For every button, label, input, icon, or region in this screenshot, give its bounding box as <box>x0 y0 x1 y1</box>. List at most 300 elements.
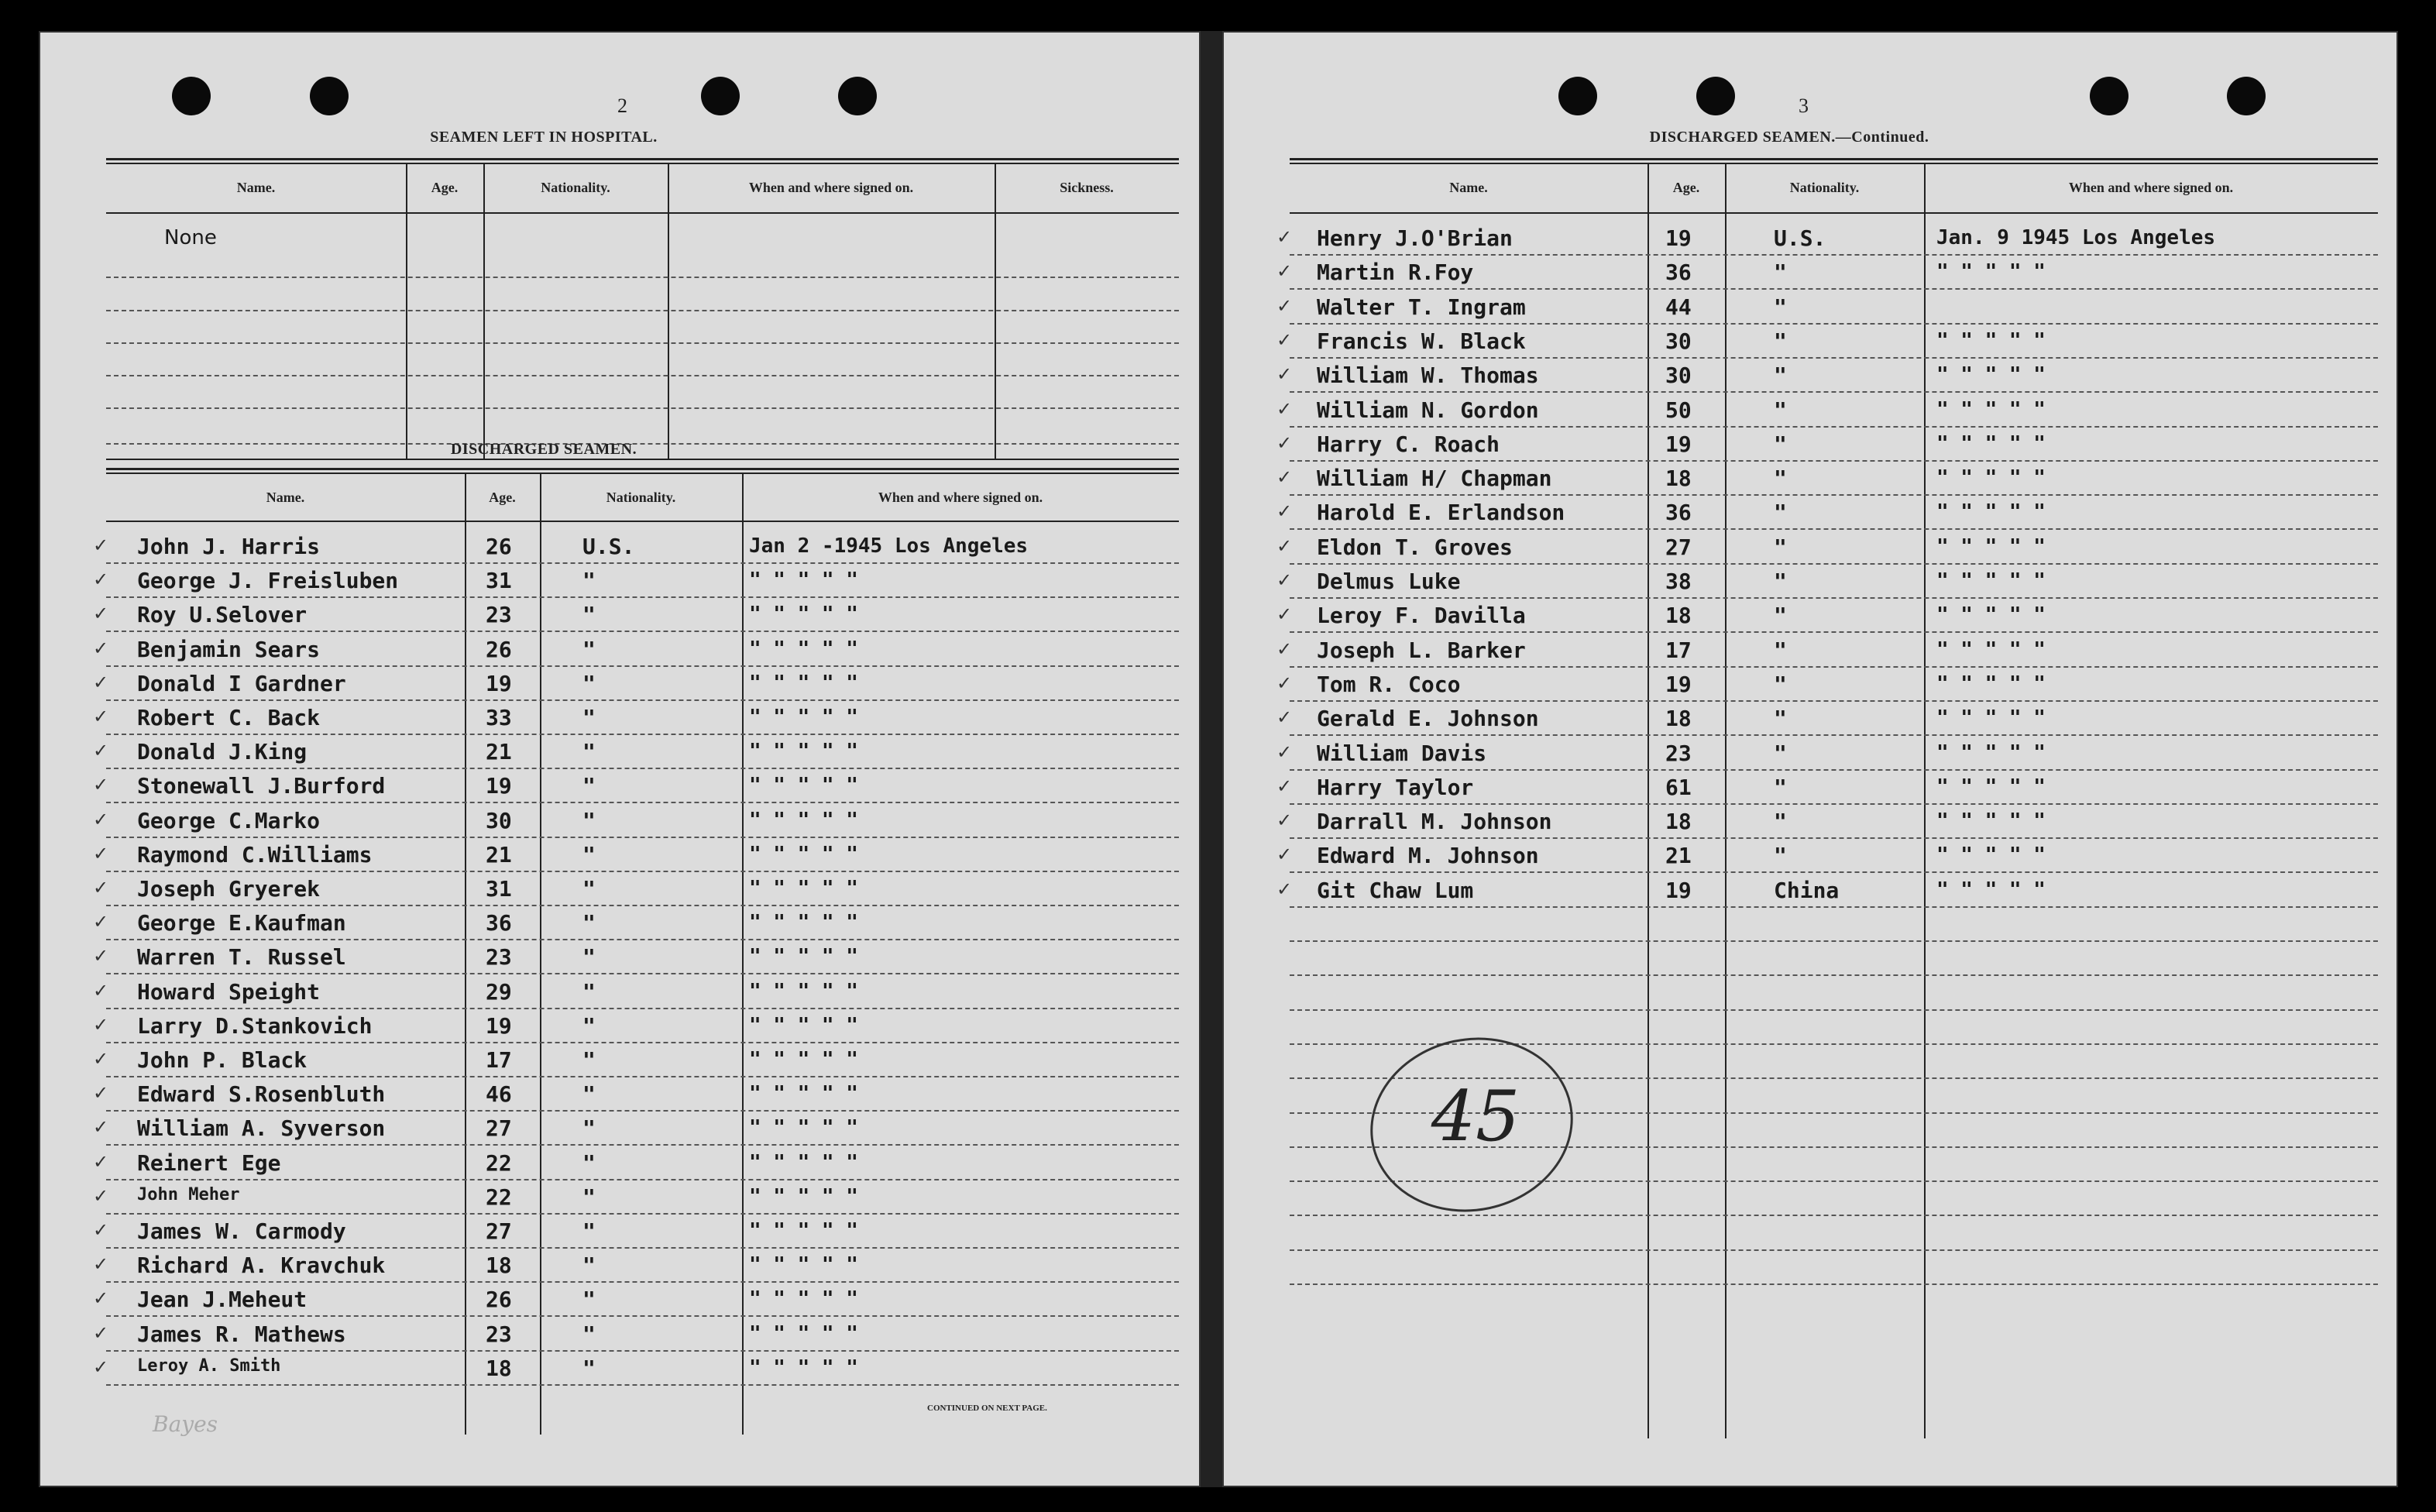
check-mark-icon: ✓ <box>1276 328 1293 351</box>
seaman-nationality: " <box>582 568 596 594</box>
seaman-age: 18 <box>1665 706 1692 732</box>
check-mark-icon: ✓ <box>1276 294 1293 317</box>
dotted-rule <box>1290 1249 2378 1251</box>
rule <box>106 468 1179 470</box>
seaman-nationality: " <box>1774 431 1787 457</box>
dotted-rule <box>1290 528 2378 530</box>
check-mark-icon: ✓ <box>93 1150 109 1173</box>
check-mark-icon: ✓ <box>1276 775 1293 797</box>
punch-hole <box>1696 77 1735 115</box>
seaman-nationality: " <box>582 1321 596 1347</box>
column-divider <box>1725 164 1727 1438</box>
signed-on: " " " " " <box>1936 260 2046 284</box>
seaman-nationality: " <box>1774 603 1787 629</box>
signed-on: " " " " " <box>749 1321 858 1345</box>
seaman-name: Howard Speight <box>137 978 321 1005</box>
check-mark-icon: ✓ <box>1276 706 1293 729</box>
column-divider <box>742 474 744 1435</box>
dotted-rule <box>106 1179 1179 1180</box>
seaman-age: 23 <box>486 944 512 971</box>
check-mark-icon: ✓ <box>93 1253 109 1276</box>
signed-on: " " " " " <box>749 911 858 935</box>
check-mark-icon: ✓ <box>93 808 109 830</box>
seaman-nationality: " <box>582 636 596 662</box>
dotted-rule <box>1290 288 2378 290</box>
col-header-nationality: Nationality. <box>1789 180 1860 195</box>
dotted-rule <box>1290 974 2378 976</box>
dotted-rule <box>106 277 1179 278</box>
hospital-entry: None <box>164 226 217 249</box>
check-mark-icon: ✓ <box>1276 603 1293 626</box>
signed-on: " " " " " <box>1936 706 2046 730</box>
seaman-name: John P. Black <box>137 1047 308 1073</box>
seaman-nationality: " <box>1774 363 1787 389</box>
column-divider <box>540 474 541 1435</box>
seaman-age: 17 <box>486 1047 512 1073</box>
seaman-age: 26 <box>486 636 512 662</box>
seaman-name: Stonewall J.Burford <box>137 773 386 799</box>
signed-on: " " " " " <box>1936 844 2046 868</box>
dotted-rule <box>1290 494 2378 496</box>
seaman-age: 30 <box>486 807 512 833</box>
check-mark-icon: ✓ <box>93 706 109 727</box>
seaman-name: Gerald E. Johnson <box>1317 706 1539 732</box>
seaman-name: Martin R.Foy <box>1317 259 1474 286</box>
dotted-rule <box>106 973 1179 974</box>
signed-on: " " " " " <box>1936 466 2046 490</box>
check-mark-icon: ✓ <box>93 740 109 762</box>
seaman-nationality: " <box>582 773 596 799</box>
seaman-nationality: " <box>1774 466 1787 492</box>
dotted-rule <box>1290 734 2378 736</box>
seaman-nationality: " <box>582 602 596 628</box>
seaman-nationality: " <box>1774 740 1787 766</box>
check-mark-icon: ✓ <box>93 1287 109 1310</box>
seaman-age: 21 <box>1665 843 1692 869</box>
seaman-nationality: " <box>582 705 596 730</box>
seaman-name: Git Chaw Lum <box>1317 877 1474 903</box>
check-mark-icon: ✓ <box>93 979 109 1002</box>
seaman-nationality: " <box>582 1047 596 1073</box>
signed-on: " " " " " <box>749 740 858 764</box>
signed-on: " " " " " <box>1936 775 2046 799</box>
column-divider <box>668 164 669 459</box>
dotted-rule <box>1290 460 2378 462</box>
rule <box>106 158 1179 160</box>
signed-on: " " " " " <box>749 1116 858 1140</box>
seaman-nationality: " <box>582 876 596 902</box>
seaman-age: 19 <box>486 670 512 696</box>
signed-on: " " " " " <box>749 1287 858 1311</box>
dotted-rule <box>106 375 1179 376</box>
seaman-age: 27 <box>486 1218 512 1244</box>
seaman-name: Harry C. Roach <box>1317 431 1500 457</box>
seaman-age: 33 <box>486 705 512 730</box>
dotted-rule <box>106 342 1179 344</box>
rule <box>1290 158 2378 160</box>
rule <box>1290 163 2378 164</box>
signed-on: " " " " " <box>749 808 858 832</box>
punch-hole <box>838 77 877 115</box>
seaman-name: William A. Syverson <box>137 1115 386 1142</box>
signed-on: " " " " " <box>749 1356 858 1380</box>
dotted-rule <box>1290 426 2378 428</box>
seaman-nationality: " <box>582 1115 596 1142</box>
check-mark-icon: ✓ <box>1276 844 1293 866</box>
seaman-age: 18 <box>486 1253 512 1279</box>
seaman-name: Leroy F. Davilla <box>1317 603 1526 629</box>
dotted-rule <box>106 665 1179 667</box>
dotted-rule <box>106 1042 1179 1043</box>
signed-on: " " " " " <box>749 1048 858 1071</box>
left-page <box>39 31 1201 1487</box>
punch-hole <box>2227 77 2266 115</box>
dotted-rule <box>106 871 1179 872</box>
dotted-rule <box>1290 254 2378 256</box>
dotted-rule <box>106 939 1179 940</box>
seaman-age: 26 <box>486 1287 512 1313</box>
dotted-rule <box>1290 323 2378 325</box>
seaman-age: 19 <box>1665 431 1692 457</box>
signed-on: " " " " " <box>1936 397 2046 421</box>
signed-on: " " " " " <box>1936 672 2046 696</box>
seaman-nationality: " <box>582 739 596 765</box>
seaman-nationality: " <box>1774 328 1787 354</box>
seaman-name: Delmus Luke <box>1317 569 1461 594</box>
dotted-rule <box>106 1281 1179 1283</box>
seaman-age: 27 <box>1665 534 1692 560</box>
signed-on: " " " " " <box>1936 431 2046 455</box>
col-header-age: Age. <box>1672 180 1700 195</box>
seaman-age: 19 <box>486 1012 512 1039</box>
check-mark-icon: ✓ <box>1276 363 1293 386</box>
seaman-name: Larry D.Stankovich <box>137 1012 373 1039</box>
seaman-name: Edward S.Rosenbluth <box>137 1081 386 1108</box>
check-mark-icon: ✓ <box>93 1013 109 1036</box>
col-header-name: Name. <box>1449 180 1488 195</box>
rule <box>1290 212 2378 214</box>
seaman-age: 18 <box>486 1355 512 1381</box>
column-divider <box>483 164 485 459</box>
seaman-nationality: " <box>582 1355 596 1381</box>
dotted-rule <box>106 1315 1179 1317</box>
col-header-name: Name. <box>266 490 305 505</box>
seaman-nationality: " <box>582 670 596 696</box>
seaman-nationality: " <box>1774 534 1787 560</box>
check-mark-icon: ✓ <box>93 877 109 899</box>
continued-note: CONTINUED ON NEXT PAGE. <box>927 1404 1047 1413</box>
check-mark-icon: ✓ <box>1276 466 1293 489</box>
signed-on: " " " " " <box>1936 363 2046 387</box>
seaman-age: 19 <box>1665 671 1692 697</box>
seaman-name: Donald I Gardner <box>137 670 346 696</box>
seaman-age: 26 <box>486 534 512 559</box>
seaman-nationality: " <box>1774 500 1787 526</box>
pencil-note: Bayes <box>153 1411 218 1437</box>
seaman-nationality: " <box>1774 774 1787 800</box>
check-mark-icon: ✓ <box>93 637 109 659</box>
dotted-rule <box>106 1008 1179 1009</box>
seaman-name: John J. Harris <box>137 534 321 559</box>
check-mark-icon: ✓ <box>93 1356 109 1378</box>
seaman-age: 61 <box>1665 774 1692 800</box>
seaman-age: 36 <box>1665 259 1692 286</box>
seaman-nationality: " <box>582 1149 596 1176</box>
check-mark-icon: ✓ <box>93 603 109 625</box>
check-mark-icon: ✓ <box>1276 637 1293 660</box>
seaman-name: Robert C. Back <box>137 705 321 730</box>
check-mark-icon: ✓ <box>93 1321 109 1344</box>
check-mark-icon: ✓ <box>1276 534 1293 557</box>
dotted-rule <box>1290 666 2378 668</box>
check-mark-icon: ✓ <box>1276 741 1293 763</box>
check-mark-icon: ✓ <box>1276 226 1293 248</box>
signed-on: " " " " " <box>749 1184 858 1208</box>
signed-on: " " " " " <box>749 877 858 900</box>
dotted-rule <box>106 837 1179 838</box>
seaman-nationality: " <box>582 807 596 833</box>
signed-on: Jan. 9 1945 Los Angeles <box>1936 226 2216 249</box>
dotted-rule <box>1290 837 2378 839</box>
seaman-name: James R. Mathews <box>137 1321 346 1347</box>
dotted-rule <box>1290 1283 2378 1285</box>
dotted-rule <box>106 407 1179 409</box>
seaman-nationality: " <box>1774 671 1787 697</box>
signed-on: " " " " " <box>749 1219 858 1242</box>
dotted-rule <box>1290 803 2378 805</box>
dotted-rule <box>106 734 1179 735</box>
seaman-name: Jean J.Meheut <box>137 1287 308 1313</box>
seaman-age: 27 <box>486 1115 512 1142</box>
seaman-name: Francis W. Black <box>1317 328 1526 354</box>
seaman-nationality: " <box>1774 569 1787 594</box>
dotted-rule <box>106 1144 1179 1146</box>
seaman-nationality: " <box>1774 843 1787 869</box>
seaman-name: Leroy A. Smith <box>137 1356 281 1376</box>
col-header-nationality: Nationality. <box>541 180 610 195</box>
hospital-title: SEAMEN LEFT IN HOSPITAL. <box>430 129 658 146</box>
signed-on: " " " " " <box>749 945 858 969</box>
check-mark-icon: ✓ <box>93 1219 109 1241</box>
seaman-age: 36 <box>486 910 512 936</box>
seaman-nationality: " <box>1774 706 1787 732</box>
check-mark-icon: ✓ <box>1276 397 1293 420</box>
check-mark-icon: ✓ <box>1276 809 1293 832</box>
col-header-age: Age. <box>431 180 459 195</box>
seaman-name: Edward M. Johnson <box>1317 843 1539 869</box>
seaman-name: William W. Thomas <box>1317 363 1539 389</box>
seaman-age: 46 <box>486 1081 512 1108</box>
seaman-nationality: " <box>1774 259 1787 286</box>
signed-on: " " " " " <box>749 979 858 1003</box>
column-divider <box>406 164 407 459</box>
column-divider <box>995 164 996 459</box>
seaman-age: 17 <box>1665 637 1692 663</box>
check-mark-icon: ✓ <box>1276 431 1293 454</box>
check-mark-icon: ✓ <box>93 774 109 796</box>
punch-hole <box>1558 77 1597 115</box>
check-mark-icon: ✓ <box>93 534 109 556</box>
signed-on: " " " " " <box>1936 500 2046 524</box>
rule <box>106 521 1179 522</box>
seaman-name: Harry Taylor <box>1317 774 1474 800</box>
seaman-name: Donald J.King <box>137 739 308 765</box>
seaman-age: 18 <box>1665 603 1692 629</box>
circled-number: 45 <box>1431 1076 1520 1157</box>
column-divider <box>1647 164 1649 1438</box>
seaman-nationality: " <box>582 1012 596 1039</box>
seaman-name: Joseph L. Barker <box>1317 637 1526 663</box>
seaman-name: George J. Freisluben <box>137 568 399 594</box>
check-mark-icon: ✓ <box>93 671 109 693</box>
seaman-age: 38 <box>1665 569 1692 594</box>
seaman-nationality: " <box>1774 809 1787 835</box>
column-divider <box>1924 164 1926 1438</box>
seaman-nationality: " <box>582 978 596 1005</box>
check-mark-icon: ✓ <box>1276 500 1293 523</box>
check-mark-icon: ✓ <box>1276 569 1293 591</box>
seaman-name: Roy U.Selover <box>137 602 308 628</box>
signed-on: " " " " " <box>749 1150 858 1174</box>
seaman-name: George C.Marko <box>137 807 321 833</box>
discharged-cont-title: DISCHARGED SEAMEN.—Continued. <box>1649 129 1929 146</box>
punch-hole <box>172 77 211 115</box>
check-mark-icon: ✓ <box>93 945 109 967</box>
dotted-rule <box>106 562 1179 564</box>
dotted-rule <box>106 310 1179 311</box>
seaman-age: 19 <box>1665 225 1692 251</box>
seaman-name: William Davis <box>1317 740 1487 766</box>
check-mark-icon: ✓ <box>93 842 109 864</box>
seaman-name: James W. Carmody <box>137 1218 346 1244</box>
dotted-rule <box>1290 597 2378 599</box>
signed-on: " " " " " <box>1936 741 2046 765</box>
column-divider <box>465 474 466 1435</box>
signed-on: " " " " " <box>749 842 858 866</box>
check-mark-icon: ✓ <box>93 569 109 591</box>
circled-number-mark <box>1359 1024 1592 1225</box>
seaman-name: Henry J.O'Brian <box>1317 225 1513 251</box>
check-mark-icon: ✓ <box>93 1082 109 1105</box>
signed-on: " " " " " <box>1936 878 2046 902</box>
punch-hole <box>2090 77 2128 115</box>
dotted-rule <box>1290 391 2378 393</box>
col-header-signed-on: When and where signed on. <box>878 490 1043 505</box>
seaman-name: Richard A. Kravchuk <box>137 1253 386 1279</box>
seaman-age: 21 <box>486 841 512 868</box>
seaman-nationality: U.S. <box>1774 225 1826 251</box>
signed-on: " " " " " <box>749 671 858 695</box>
seaman-name: William H/ Chapman <box>1317 466 1552 492</box>
dotted-rule <box>1290 871 2378 873</box>
dotted-rule <box>1290 357 2378 359</box>
seaman-age: 44 <box>1665 294 1692 320</box>
col-header-nationality: Nationality. <box>606 490 676 505</box>
dotted-rule <box>106 1247 1179 1249</box>
seaman-name: Darrall M. Johnson <box>1317 809 1552 835</box>
seaman-age: 29 <box>486 978 512 1005</box>
dotted-rule <box>106 768 1179 769</box>
seaman-nationality: " <box>582 841 596 868</box>
seaman-nationality: " <box>582 944 596 971</box>
check-mark-icon: ✓ <box>93 1116 109 1139</box>
seaman-name: Joseph Gryerek <box>137 876 321 902</box>
seaman-name: Benjamin Sears <box>137 636 321 662</box>
seaman-nationality: " <box>582 1253 596 1279</box>
seaman-nationality: " <box>1774 637 1787 663</box>
signed-on: " " " " " <box>749 1082 858 1106</box>
signed-on: " " " " " <box>1936 534 2046 558</box>
seaman-nationality: " <box>582 1081 596 1108</box>
seaman-age: 50 <box>1665 397 1692 423</box>
dotted-rule <box>1290 940 2378 942</box>
seaman-name: Warren T. Russel <box>137 944 346 971</box>
seaman-age: 22 <box>486 1149 512 1176</box>
seaman-name: Tom R. Coco <box>1317 671 1461 697</box>
seaman-age: 18 <box>1665 466 1692 492</box>
seaman-name: Raymond C.Williams <box>137 841 373 868</box>
seaman-age: 31 <box>486 876 512 902</box>
punch-hole <box>701 77 740 115</box>
signed-on: " " " " " <box>1936 603 2046 627</box>
rule <box>106 163 1179 164</box>
seaman-age: 30 <box>1665 328 1692 354</box>
rule <box>106 212 1179 214</box>
dotted-rule <box>106 631 1179 632</box>
check-mark-icon: ✓ <box>1276 672 1293 694</box>
seaman-name: John Meher <box>137 1184 240 1204</box>
seaman-nationality: U.S. <box>582 534 635 559</box>
signed-on: " " " " " <box>1936 328 2046 352</box>
dotted-rule <box>106 699 1179 701</box>
dotted-rule <box>1290 1009 2378 1011</box>
check-mark-icon: ✓ <box>1276 878 1293 900</box>
col-header-name: Name. <box>236 180 276 195</box>
seaman-age: 19 <box>1665 877 1692 903</box>
seaman-age: 21 <box>486 739 512 765</box>
dotted-rule <box>106 1213 1179 1215</box>
seaman-age: 23 <box>1665 740 1692 766</box>
seaman-nationality: " <box>582 910 596 936</box>
seaman-age: 22 <box>486 1184 512 1210</box>
seaman-age: 36 <box>1665 500 1692 526</box>
signed-on: " " " " " <box>1936 569 2046 593</box>
col-header-signed-on: When and where signed on. <box>2068 180 2234 195</box>
dotted-rule <box>1290 700 2378 702</box>
dotted-rule <box>1290 906 2378 908</box>
signed-on: " " " " " <box>1936 637 2046 662</box>
signed-on: " " " " " <box>749 774 858 798</box>
right-page <box>1222 31 2398 1487</box>
signed-on: " " " " " <box>749 1013 858 1037</box>
dotted-rule <box>106 1110 1179 1112</box>
check-mark-icon: ✓ <box>93 1184 109 1207</box>
seaman-name: Walter T. Ingram <box>1317 294 1526 320</box>
signed-on: " " " " " <box>749 706 858 729</box>
dotted-rule <box>1290 563 2378 565</box>
seaman-name: William N. Gordon <box>1317 397 1539 423</box>
dotted-rule <box>106 905 1179 906</box>
seaman-age: 23 <box>486 602 512 628</box>
signed-on: Jan 2 -1945 Los Angeles <box>749 534 1029 558</box>
rule <box>106 472 1179 474</box>
seaman-nationality: " <box>1774 397 1787 423</box>
seaman-name: Harold E. Erlandson <box>1317 500 1565 526</box>
signed-on: " " " " " <box>749 603 858 627</box>
discharged-title: DISCHARGED SEAMEN. <box>450 441 637 458</box>
seaman-age: 30 <box>1665 363 1692 389</box>
seaman-name: Eldon T. Groves <box>1317 534 1513 560</box>
